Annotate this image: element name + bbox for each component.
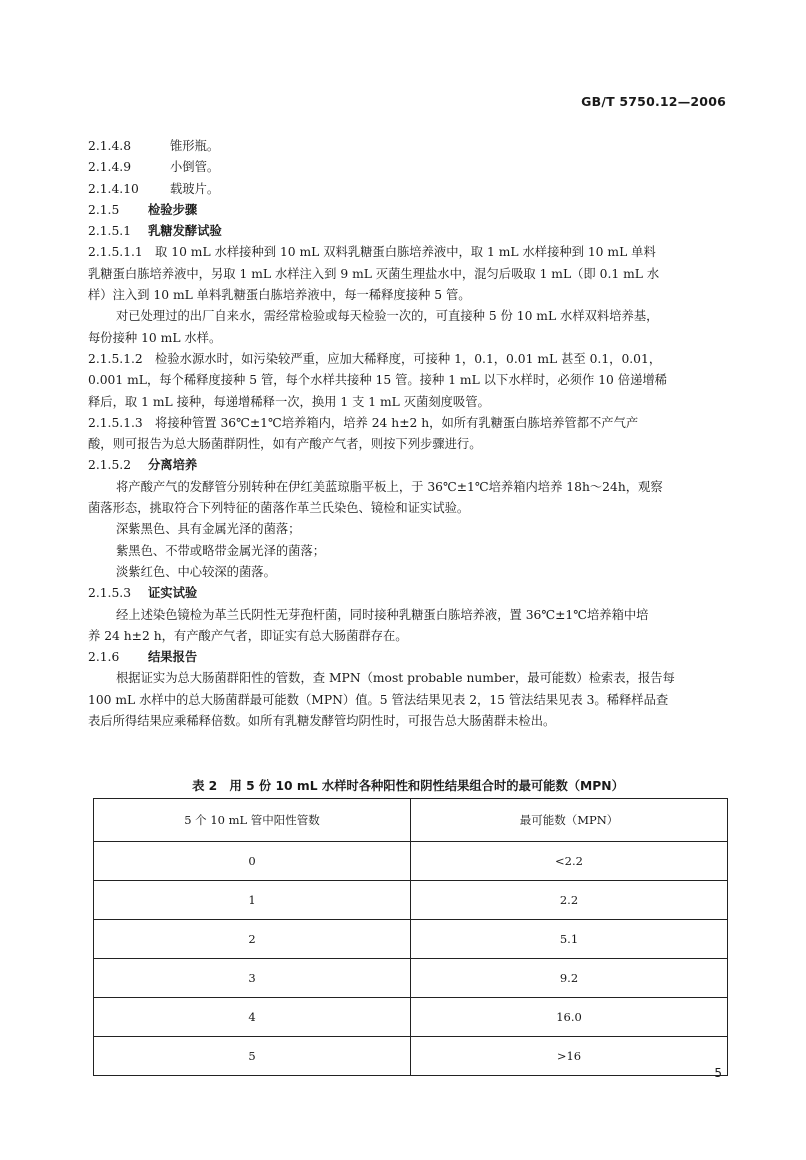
section-number: 2.1.4.10 — [88, 181, 139, 196]
page-number: 5 — [714, 1066, 722, 1080]
mpn-cell: >16 — [411, 1037, 728, 1076]
paragraph-line: 0.001 mL，每个稀释度接种 5 管，每个水样共接种 15 管。接种 1 mL 以下水样时，必须作 10 倍递增稀 — [88, 373, 667, 388]
section-2-1-5-2-heading — [88, 455, 728, 476]
section-2-1-4-8 — [88, 136, 728, 157]
section-number: 2.1.4.8 — [88, 139, 132, 153]
section-text: 小倒管。 — [170, 160, 220, 175]
paragraph-line: 对已处理过的出厂自来水，需经常检验或每天检验一次的，可直接种 5 份 10 mL 水样双料培养基， — [116, 309, 659, 324]
standard-code: GB/T 5750.12—2006 — [581, 94, 726, 109]
paragraph-line: 将产酸产气的发酵管分别转种在伊红美蓝琼脂平板上，于 36℃±1℃培养箱内培养 18h～24h，观察 — [116, 479, 663, 494]
section-title: 乳糖发酵试验 — [148, 224, 222, 239]
positive-tubes-cell: 5 — [94, 1037, 411, 1076]
paragraph-line: 养 24 h±2 h，有产酸产气者，即证实有总大肠菌群存在。 — [88, 628, 408, 643]
table-row — [94, 959, 728, 998]
table-row — [94, 998, 728, 1037]
mpn-table — [93, 798, 728, 1076]
section-title: 检验步骤 — [148, 202, 198, 217]
table-row — [94, 842, 728, 881]
positive-tubes-cell: 4 — [94, 998, 411, 1037]
section-number: 2.1.5.3 — [88, 586, 132, 601]
section-title: 证实试验 — [148, 586, 198, 601]
paragraph-line: 2.1.5.1.1 取 10 mL 水样接种到 10 mL 双料乳糖蛋白胨培养液中，取 1 mL 水样接种到 10 mL 单料 — [88, 245, 656, 260]
section-number: 2.1.5.2 — [88, 458, 132, 473]
column-header-mpn: 最可能数（MPN） — [411, 799, 728, 842]
column-header-positive-tubes: 5 个 10 mL 管中阳性管数 — [94, 799, 411, 842]
positive-tubes-cell: 2 — [94, 920, 411, 959]
paragraph-line: 释后，取 1 mL 接种，每递增稀释一次，换用 1 支 1 mL 灭菌刻度吸管。 — [88, 394, 490, 409]
mpn-cell: 5.1 — [411, 920, 728, 959]
positive-tubes-cell: 1 — [94, 881, 411, 920]
paragraph-line: 2.1.5.1.3 将接种管置 36℃±1℃培养箱内，培养 24 h±2 h，如所有乳糖蛋白胨培养管都不产气产 — [88, 415, 639, 430]
section-title: 分离培养 — [148, 458, 198, 473]
paragraph-line: 表后所得结果应乘稀释倍数。如所有乳糖发酵管均阴性时，可报告总大肠菌群未检出。 — [88, 714, 556, 729]
document-body — [88, 136, 728, 732]
mpn-cell: 9.2 — [411, 959, 728, 998]
section-2-1-4-9 — [88, 157, 728, 178]
paragraph-line: 根据证实为总大肠菌群阳性的管数，查 MPN（most probable number，最可能数）检索表，报告每 — [116, 671, 675, 686]
paragraph-line: 样）注入到 10 mL 单料乳糖蛋白胨培养液中，每一稀释度接种 5 管。 — [88, 288, 471, 303]
table-caption: 表 2 用 5 份 10 mL 水样时各种阳性和阴性结果组合时的最可能数（MPN） — [192, 779, 624, 793]
colony-feature-line: 紫黑色、不带或略带金属光泽的菌落； — [116, 543, 326, 558]
section-number: 2.1.6 — [88, 650, 120, 665]
section-number: 2.1.4.9 — [88, 160, 132, 175]
paragraph-line: 100 mL 水样中的总大肠菌群最可能数（MPN）值。5 管法结果见表 2，15 管法结果见表 3。稀释样品查 — [88, 692, 669, 707]
section-2-1-4-10 — [88, 179, 728, 200]
section-number: 2.1.5.1 — [88, 224, 132, 239]
colony-feature-line: 淡紫红色、中心较深的菌落。 — [116, 564, 276, 579]
section-text: 锥形瓶。 — [170, 139, 220, 153]
paragraph-line: 酸，则可报告为总大肠菌群阴性，如有产酸产气者，则按下列步骤进行。 — [88, 437, 482, 452]
section-title: 结果报告 — [148, 650, 198, 665]
table-row — [94, 920, 728, 959]
paragraph-line: 经上述染色镜检为革兰氏阴性无芽孢杆菌，同时接种乳糖蛋白胨培养液，置 36℃±1℃培养箱中培 — [116, 607, 649, 622]
positive-tubes-cell: 3 — [94, 959, 411, 998]
table-row — [94, 881, 728, 920]
section-2-1-6-heading — [88, 647, 728, 668]
mpn-cell: 16.0 — [411, 998, 728, 1037]
paragraph-line: 乳糖蛋白胨培养液中，另取 1 mL 水样注入到 9 mL 灭菌生理盐水中，混匀后吸取 1 mL（即 0.1 mL 水 — [88, 266, 660, 281]
table-row — [94, 1037, 728, 1076]
positive-tubes-cell: 0 — [94, 842, 411, 881]
section-2-1-5-3-heading — [88, 583, 728, 604]
paragraph-line: 2.1.5.1.2 检验水源水时，如污染较严重，应加大稀释度，可接种 1，0.1，0.01 mL 甚至 0.1，0.01， — [88, 351, 662, 366]
colony-feature-line: 深紫黑色、具有金属光泽的菌落； — [116, 522, 301, 537]
paragraph-line: 菌落形态，挑取符合下列特征的菌落作革兰氏染色、镜检和证实试验。 — [88, 501, 470, 516]
paragraph-line: 每份接种 10 mL 水样。 — [88, 330, 222, 345]
section-text: 载玻片。 — [170, 181, 220, 196]
section-number: 2.1.5 — [88, 202, 120, 217]
table-header-row — [94, 799, 728, 842]
mpn-cell: 2.2 — [411, 881, 728, 920]
mpn-cell: <2.2 — [411, 842, 728, 881]
section-2-1-5-1-heading — [88, 221, 728, 242]
section-2-1-5-heading — [88, 200, 728, 221]
